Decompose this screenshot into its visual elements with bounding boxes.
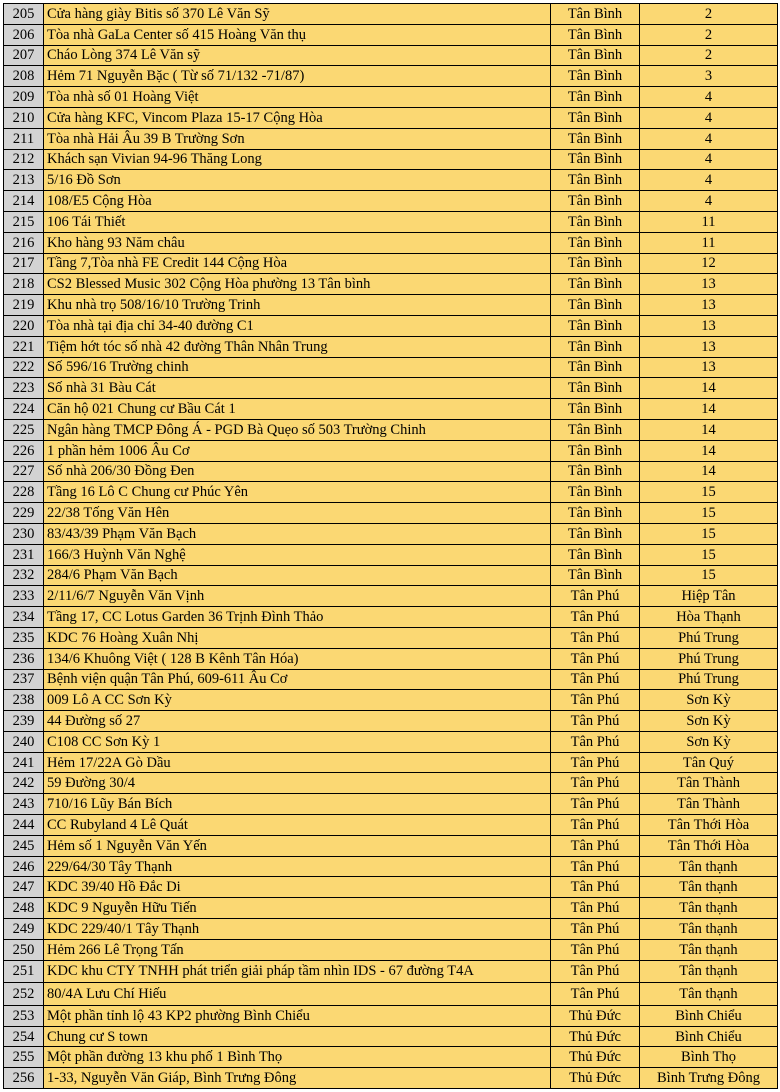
- row-number-cell: 249: [4, 919, 44, 940]
- district-cell: Tân Bình: [551, 170, 640, 191]
- table-row: [4, 815, 778, 836]
- row-number-cell: 223: [4, 378, 44, 399]
- district-cell: Tân Bình: [551, 419, 640, 440]
- row-number-cell: 209: [4, 87, 44, 108]
- ward-cell: Tân Thành: [640, 773, 778, 794]
- ward-cell: 14: [640, 419, 778, 440]
- row-number-cell: 236: [4, 648, 44, 669]
- address-cell: 44 Đường số 27: [44, 711, 551, 732]
- ward-cell: 12: [640, 253, 778, 274]
- district-cell: Tân Bình: [551, 565, 640, 586]
- address-cell: 166/3 Huỳnh Văn Nghệ: [44, 544, 551, 565]
- row-number-cell: 217: [4, 253, 44, 274]
- district-cell: Tân Phú: [551, 898, 640, 919]
- row-number-cell: 235: [4, 627, 44, 648]
- table-row: [4, 919, 778, 940]
- address-cell: 83/43/39 Phạm Văn Bạch: [44, 523, 551, 544]
- row-number-cell: 205: [4, 4, 44, 25]
- ward-cell: 4: [640, 87, 778, 108]
- address-cell: Hẻm 266 Lê Trọng Tấn: [44, 939, 551, 960]
- ward-cell: 14: [640, 378, 778, 399]
- address-cell: KDC 39/40 Hồ Đắc Di: [44, 877, 551, 898]
- ward-cell: 3: [640, 66, 778, 87]
- ward-cell: Tân thạnh: [640, 856, 778, 877]
- district-cell: Tân Bình: [551, 295, 640, 316]
- row-number-cell: 226: [4, 440, 44, 461]
- district-cell: Tân Bình: [551, 336, 640, 357]
- ward-cell: Bình Chiểu: [640, 1005, 778, 1026]
- ward-cell: Phú Trung: [640, 648, 778, 669]
- table-row: [4, 544, 778, 565]
- address-cell: 5/16 Đồ Sơn: [44, 170, 551, 191]
- district-cell: Tân Bình: [551, 544, 640, 565]
- ward-cell: 2: [640, 45, 778, 66]
- address-cell: Kho hàng 93 Năm châu: [44, 232, 551, 253]
- table-row: [4, 607, 778, 628]
- address-cell: 80/4A Lưu Chí Hiếu: [44, 983, 551, 1006]
- table-row: [4, 149, 778, 170]
- table-row: [4, 461, 778, 482]
- row-number-cell: 224: [4, 399, 44, 420]
- address-cell: Tòa nhà số 01 Hoàng Việt: [44, 87, 551, 108]
- table-row: [4, 835, 778, 856]
- table-row: [4, 440, 778, 461]
- district-cell: Tân Bình: [551, 378, 640, 399]
- table-row: [4, 983, 778, 1006]
- ward-cell: 15: [640, 544, 778, 565]
- district-cell: Tân Phú: [551, 856, 640, 877]
- ward-cell: Tân thạnh: [640, 960, 778, 983]
- row-number-cell: 213: [4, 170, 44, 191]
- row-number-cell: 247: [4, 877, 44, 898]
- district-cell: Tân Phú: [551, 794, 640, 815]
- address-cell: KDC 76 Hoàng Xuân Nhị: [44, 627, 551, 648]
- ward-cell: 13: [640, 315, 778, 336]
- district-cell: Tân Bình: [551, 232, 640, 253]
- address-cell: Khách sạn Vivian 94-96 Thăng Long: [44, 149, 551, 170]
- district-cell: Tân Bình: [551, 274, 640, 295]
- table-row: [4, 773, 778, 794]
- district-cell: Tân Bình: [551, 253, 640, 274]
- district-cell: Tân Bình: [551, 191, 640, 212]
- row-number-cell: 211: [4, 128, 44, 149]
- district-cell: Tân Bình: [551, 440, 640, 461]
- row-number-cell: 239: [4, 711, 44, 732]
- address-cell: Cháo Lòng 374 Lê Văn sỹ: [44, 45, 551, 66]
- address-cell: 009 Lô A CC Sơn Kỳ: [44, 690, 551, 711]
- table-row: [4, 1005, 778, 1026]
- table-body: [4, 4, 778, 1089]
- address-cell: 1 phần hẻm 1006 Âu Cơ: [44, 440, 551, 461]
- row-number-cell: 233: [4, 586, 44, 607]
- row-number-cell: 206: [4, 24, 44, 45]
- table-row: [4, 877, 778, 898]
- address-cell: Tầng 16 Lô C Chung cư Phúc Yên: [44, 482, 551, 503]
- table-row: [4, 711, 778, 732]
- address-table: [3, 3, 778, 1089]
- address-cell: Hẻm số 1 Nguyễn Văn Yến: [44, 835, 551, 856]
- district-cell: Tân Bình: [551, 149, 640, 170]
- row-number-cell: 212: [4, 149, 44, 170]
- table-row: [4, 274, 778, 295]
- address-cell: Hẻm 71 Nguyễn Bặc ( Từ số 71/132 -71/87): [44, 66, 551, 87]
- district-cell: Thủ Đức: [551, 1047, 640, 1068]
- district-cell: Tân Phú: [551, 669, 640, 690]
- district-cell: Tân Phú: [551, 960, 640, 983]
- address-cell: KDC khu CTY TNHH phát triển giải pháp tầm nhìn IDS - 67 đường T4A: [44, 960, 551, 983]
- table-row: [4, 669, 778, 690]
- table-row: [4, 586, 778, 607]
- row-number-cell: 219: [4, 295, 44, 316]
- district-cell: Tân Bình: [551, 461, 640, 482]
- district-cell: Tân Bình: [551, 357, 640, 378]
- table-row: [4, 357, 778, 378]
- table-row: [4, 211, 778, 232]
- district-cell: Tân Phú: [551, 919, 640, 940]
- district-cell: Tân Phú: [551, 711, 640, 732]
- row-number-cell: 250: [4, 939, 44, 960]
- address-cell: 710/16 Lũy Bán Bích: [44, 794, 551, 815]
- district-cell: Tân Bình: [551, 128, 640, 149]
- row-number-cell: 228: [4, 482, 44, 503]
- district-cell: Tân Phú: [551, 752, 640, 773]
- table-row: [4, 856, 778, 877]
- address-cell: Số nhà 206/30 Đồng Đen: [44, 461, 551, 482]
- district-cell: Tân Phú: [551, 815, 640, 836]
- ward-cell: 14: [640, 461, 778, 482]
- ward-cell: Tân Thới Hòa: [640, 815, 778, 836]
- row-number-cell: 216: [4, 232, 44, 253]
- ward-cell: 4: [640, 107, 778, 128]
- ward-cell: Tân thạnh: [640, 898, 778, 919]
- row-number-cell: 231: [4, 544, 44, 565]
- ward-cell: 4: [640, 170, 778, 191]
- row-number-cell: 208: [4, 66, 44, 87]
- address-cell: Một phần đường 13 khu phố 1 Bình Thọ: [44, 1047, 551, 1068]
- district-cell: Tân Phú: [551, 835, 640, 856]
- address-cell: 22/38 Tống Văn Hên: [44, 503, 551, 524]
- ward-cell: 15: [640, 565, 778, 586]
- table-row: [4, 253, 778, 274]
- address-cell: Bệnh viện quận Tân Phú, 609-611 Âu Cơ: [44, 669, 551, 690]
- district-cell: Tân Phú: [551, 731, 640, 752]
- row-number-cell: 218: [4, 274, 44, 295]
- ward-cell: 14: [640, 399, 778, 420]
- row-number-cell: 256: [4, 1068, 44, 1089]
- address-cell: 59 Đường 30/4: [44, 773, 551, 794]
- address-cell: 1-33, Nguyễn Văn Giáp, Bình Trưng Đông: [44, 1068, 551, 1089]
- address-cell: Tiệm hớt tóc số nhà 42 đường Thân Nhân Trung: [44, 336, 551, 357]
- ward-cell: Hiệp Tân: [640, 586, 778, 607]
- district-cell: Tân Phú: [551, 627, 640, 648]
- district-cell: Tân Bình: [551, 24, 640, 45]
- address-cell: 284/6 Phạm Văn Bạch: [44, 565, 551, 586]
- row-number-cell: 243: [4, 794, 44, 815]
- row-number-cell: 234: [4, 607, 44, 628]
- table-row: [4, 45, 778, 66]
- row-number-cell: 229: [4, 503, 44, 524]
- ward-cell: Tân Thới Hòa: [640, 835, 778, 856]
- row-number-cell: 253: [4, 1005, 44, 1026]
- ward-cell: 11: [640, 232, 778, 253]
- ward-cell: 15: [640, 482, 778, 503]
- table-row: [4, 191, 778, 212]
- ward-cell: Phú Trung: [640, 669, 778, 690]
- district-cell: Tân Bình: [551, 399, 640, 420]
- row-number-cell: 214: [4, 191, 44, 212]
- table-row: [4, 170, 778, 191]
- row-number-cell: 222: [4, 357, 44, 378]
- district-cell: Tân Phú: [551, 983, 640, 1006]
- ward-cell: Bình Thọ: [640, 1047, 778, 1068]
- ward-cell: Sơn Kỳ: [640, 690, 778, 711]
- district-cell: Tân Bình: [551, 66, 640, 87]
- table-row: [4, 648, 778, 669]
- row-number-cell: 255: [4, 1047, 44, 1068]
- row-number-cell: 252: [4, 983, 44, 1006]
- row-number-cell: 242: [4, 773, 44, 794]
- row-number-cell: 237: [4, 669, 44, 690]
- address-cell: Cửa hàng giày Bitis số 370 Lê Văn Sỹ: [44, 4, 551, 25]
- table-row: [4, 690, 778, 711]
- table-row: [4, 1068, 778, 1089]
- table-row: [4, 731, 778, 752]
- address-cell: Tòa nhà Hải Âu 39 B Trường Sơn: [44, 128, 551, 149]
- row-number-cell: 230: [4, 523, 44, 544]
- ward-cell: Tân thạnh: [640, 983, 778, 1006]
- ward-cell: Phú Trung: [640, 627, 778, 648]
- ward-cell: 4: [640, 128, 778, 149]
- table-row: [4, 752, 778, 773]
- ward-cell: 11: [640, 211, 778, 232]
- ward-cell: Bình Chiểu: [640, 1026, 778, 1047]
- row-number-cell: 221: [4, 336, 44, 357]
- ward-cell: Tân thạnh: [640, 939, 778, 960]
- address-cell: 108/E5 Cộng Hòa: [44, 191, 551, 212]
- district-cell: Tân Bình: [551, 211, 640, 232]
- row-number-cell: 220: [4, 315, 44, 336]
- address-cell: CC Rubyland 4 Lê Quát: [44, 815, 551, 836]
- district-cell: Tân Phú: [551, 773, 640, 794]
- address-cell: 2/11/6/7 Nguyễn Văn Vịnh: [44, 586, 551, 607]
- address-cell: CS2 Blessed Music 302 Cộng Hòa phường 13 Tân bình: [44, 274, 551, 295]
- row-number-cell: 246: [4, 856, 44, 877]
- row-number-cell: 251: [4, 960, 44, 983]
- table-row: [4, 1047, 778, 1068]
- district-cell: Tân Bình: [551, 87, 640, 108]
- table-row: [4, 378, 778, 399]
- address-cell: Tòa nhà GaLa Center số 415 Hoàng Văn thụ: [44, 24, 551, 45]
- district-cell: Tân Bình: [551, 45, 640, 66]
- address-cell: KDC 9 Nguyễn Hữu Tiến: [44, 898, 551, 919]
- ward-cell: Tân Thành: [640, 794, 778, 815]
- ward-cell: Sơn Kỳ: [640, 711, 778, 732]
- district-cell: Tân Bình: [551, 482, 640, 503]
- row-number-cell: 227: [4, 461, 44, 482]
- row-number-cell: 245: [4, 835, 44, 856]
- address-cell: Căn hộ 021 Chung cư Bầu Cát 1: [44, 399, 551, 420]
- table-row: [4, 482, 778, 503]
- district-cell: Thủ Đức: [551, 1026, 640, 1047]
- ward-cell: Hòa Thạnh: [640, 607, 778, 628]
- address-cell: C108 CC Sơn Kỳ 1: [44, 731, 551, 752]
- row-number-cell: 207: [4, 45, 44, 66]
- row-number-cell: 232: [4, 565, 44, 586]
- table-row: [4, 315, 778, 336]
- table-row: [4, 4, 778, 25]
- district-cell: Thủ Đức: [551, 1005, 640, 1026]
- ward-cell: Tân thạnh: [640, 919, 778, 940]
- ward-cell: 13: [640, 357, 778, 378]
- address-cell: Số nhà 31 Bàu Cát: [44, 378, 551, 399]
- table-row: [4, 336, 778, 357]
- address-cell: Chung cư S town: [44, 1026, 551, 1047]
- row-number-cell: 248: [4, 898, 44, 919]
- ward-cell: 15: [640, 503, 778, 524]
- table-row: [4, 794, 778, 815]
- district-cell: Tân Phú: [551, 607, 640, 628]
- address-cell: 229/64/30 Tây Thạnh: [44, 856, 551, 877]
- row-number-cell: 240: [4, 731, 44, 752]
- district-cell: Tân Bình: [551, 107, 640, 128]
- ward-cell: 2: [640, 24, 778, 45]
- address-cell: Số 596/16 Trường chinh: [44, 357, 551, 378]
- table-row: [4, 565, 778, 586]
- ward-cell: 13: [640, 274, 778, 295]
- table-row: [4, 1026, 778, 1047]
- address-cell: Tòa nhà tại địa chỉ 34-40 đường C1: [44, 315, 551, 336]
- ward-cell: Tân thạnh: [640, 877, 778, 898]
- row-number-cell: 215: [4, 211, 44, 232]
- ward-cell: 14: [640, 440, 778, 461]
- table-row: [4, 295, 778, 316]
- ward-cell: Sơn Kỳ: [640, 731, 778, 752]
- ward-cell: 4: [640, 149, 778, 170]
- table-row: [4, 898, 778, 919]
- table-row: [4, 128, 778, 149]
- table-row: [4, 523, 778, 544]
- table-row: [4, 107, 778, 128]
- row-number-cell: 225: [4, 419, 44, 440]
- district-cell: Tân Phú: [551, 877, 640, 898]
- row-number-cell: 210: [4, 107, 44, 128]
- row-number-cell: 241: [4, 752, 44, 773]
- table-row: [4, 24, 778, 45]
- ward-cell: 13: [640, 295, 778, 316]
- district-cell: Tân Phú: [551, 690, 640, 711]
- district-cell: Tân Bình: [551, 503, 640, 524]
- table-row: [4, 939, 778, 960]
- table-row: [4, 627, 778, 648]
- address-cell: Hẻm 17/22A Gò Dầu: [44, 752, 551, 773]
- district-cell: Thủ Đức: [551, 1068, 640, 1089]
- address-cell: 106 Tái Thiết: [44, 211, 551, 232]
- ward-cell: 13: [640, 336, 778, 357]
- address-cell: Ngân hàng TMCP Đông Á - PGD Bà Quẹo số 503 Trường Chinh: [44, 419, 551, 440]
- table-row: [4, 399, 778, 420]
- table-row: [4, 419, 778, 440]
- ward-cell: Bình Trưng Đông: [640, 1068, 778, 1089]
- district-cell: Tân Bình: [551, 523, 640, 544]
- address-cell: 134/6 Khuông Việt ( 128 B Kênh Tân Hóa): [44, 648, 551, 669]
- district-cell: Tân Phú: [551, 939, 640, 960]
- address-cell: KDC 229/40/1 Tây Thạnh: [44, 919, 551, 940]
- row-number-cell: 244: [4, 815, 44, 836]
- address-cell: Tầng 7,Tòa nhà FE Credit 144 Cộng Hòa: [44, 253, 551, 274]
- ward-cell: 15: [640, 523, 778, 544]
- table-row: [4, 232, 778, 253]
- address-cell: Tầng 17, CC Lotus Garden 36 Trịnh Đình Thảo: [44, 607, 551, 628]
- table-row: [4, 87, 778, 108]
- district-cell: Tân Phú: [551, 648, 640, 669]
- district-cell: Tân Phú: [551, 586, 640, 607]
- ward-cell: Tân Quý: [640, 752, 778, 773]
- ward-cell: 2: [640, 4, 778, 25]
- table-row: [4, 503, 778, 524]
- address-cell: Một phần tỉnh lộ 43 KP2 phường Bình Chiểu: [44, 1005, 551, 1026]
- row-number-cell: 254: [4, 1026, 44, 1047]
- table-row: [4, 960, 778, 983]
- district-cell: Tân Bình: [551, 315, 640, 336]
- table-row: [4, 66, 778, 87]
- row-number-cell: 238: [4, 690, 44, 711]
- ward-cell: 4: [640, 191, 778, 212]
- address-cell: Cửa hàng KFC, Vincom Plaza 15-17 Cộng Hòa: [44, 107, 551, 128]
- district-cell: Tân Bình: [551, 4, 640, 25]
- address-cell: Khu nhà trọ 508/16/10 Trường Trinh: [44, 295, 551, 316]
